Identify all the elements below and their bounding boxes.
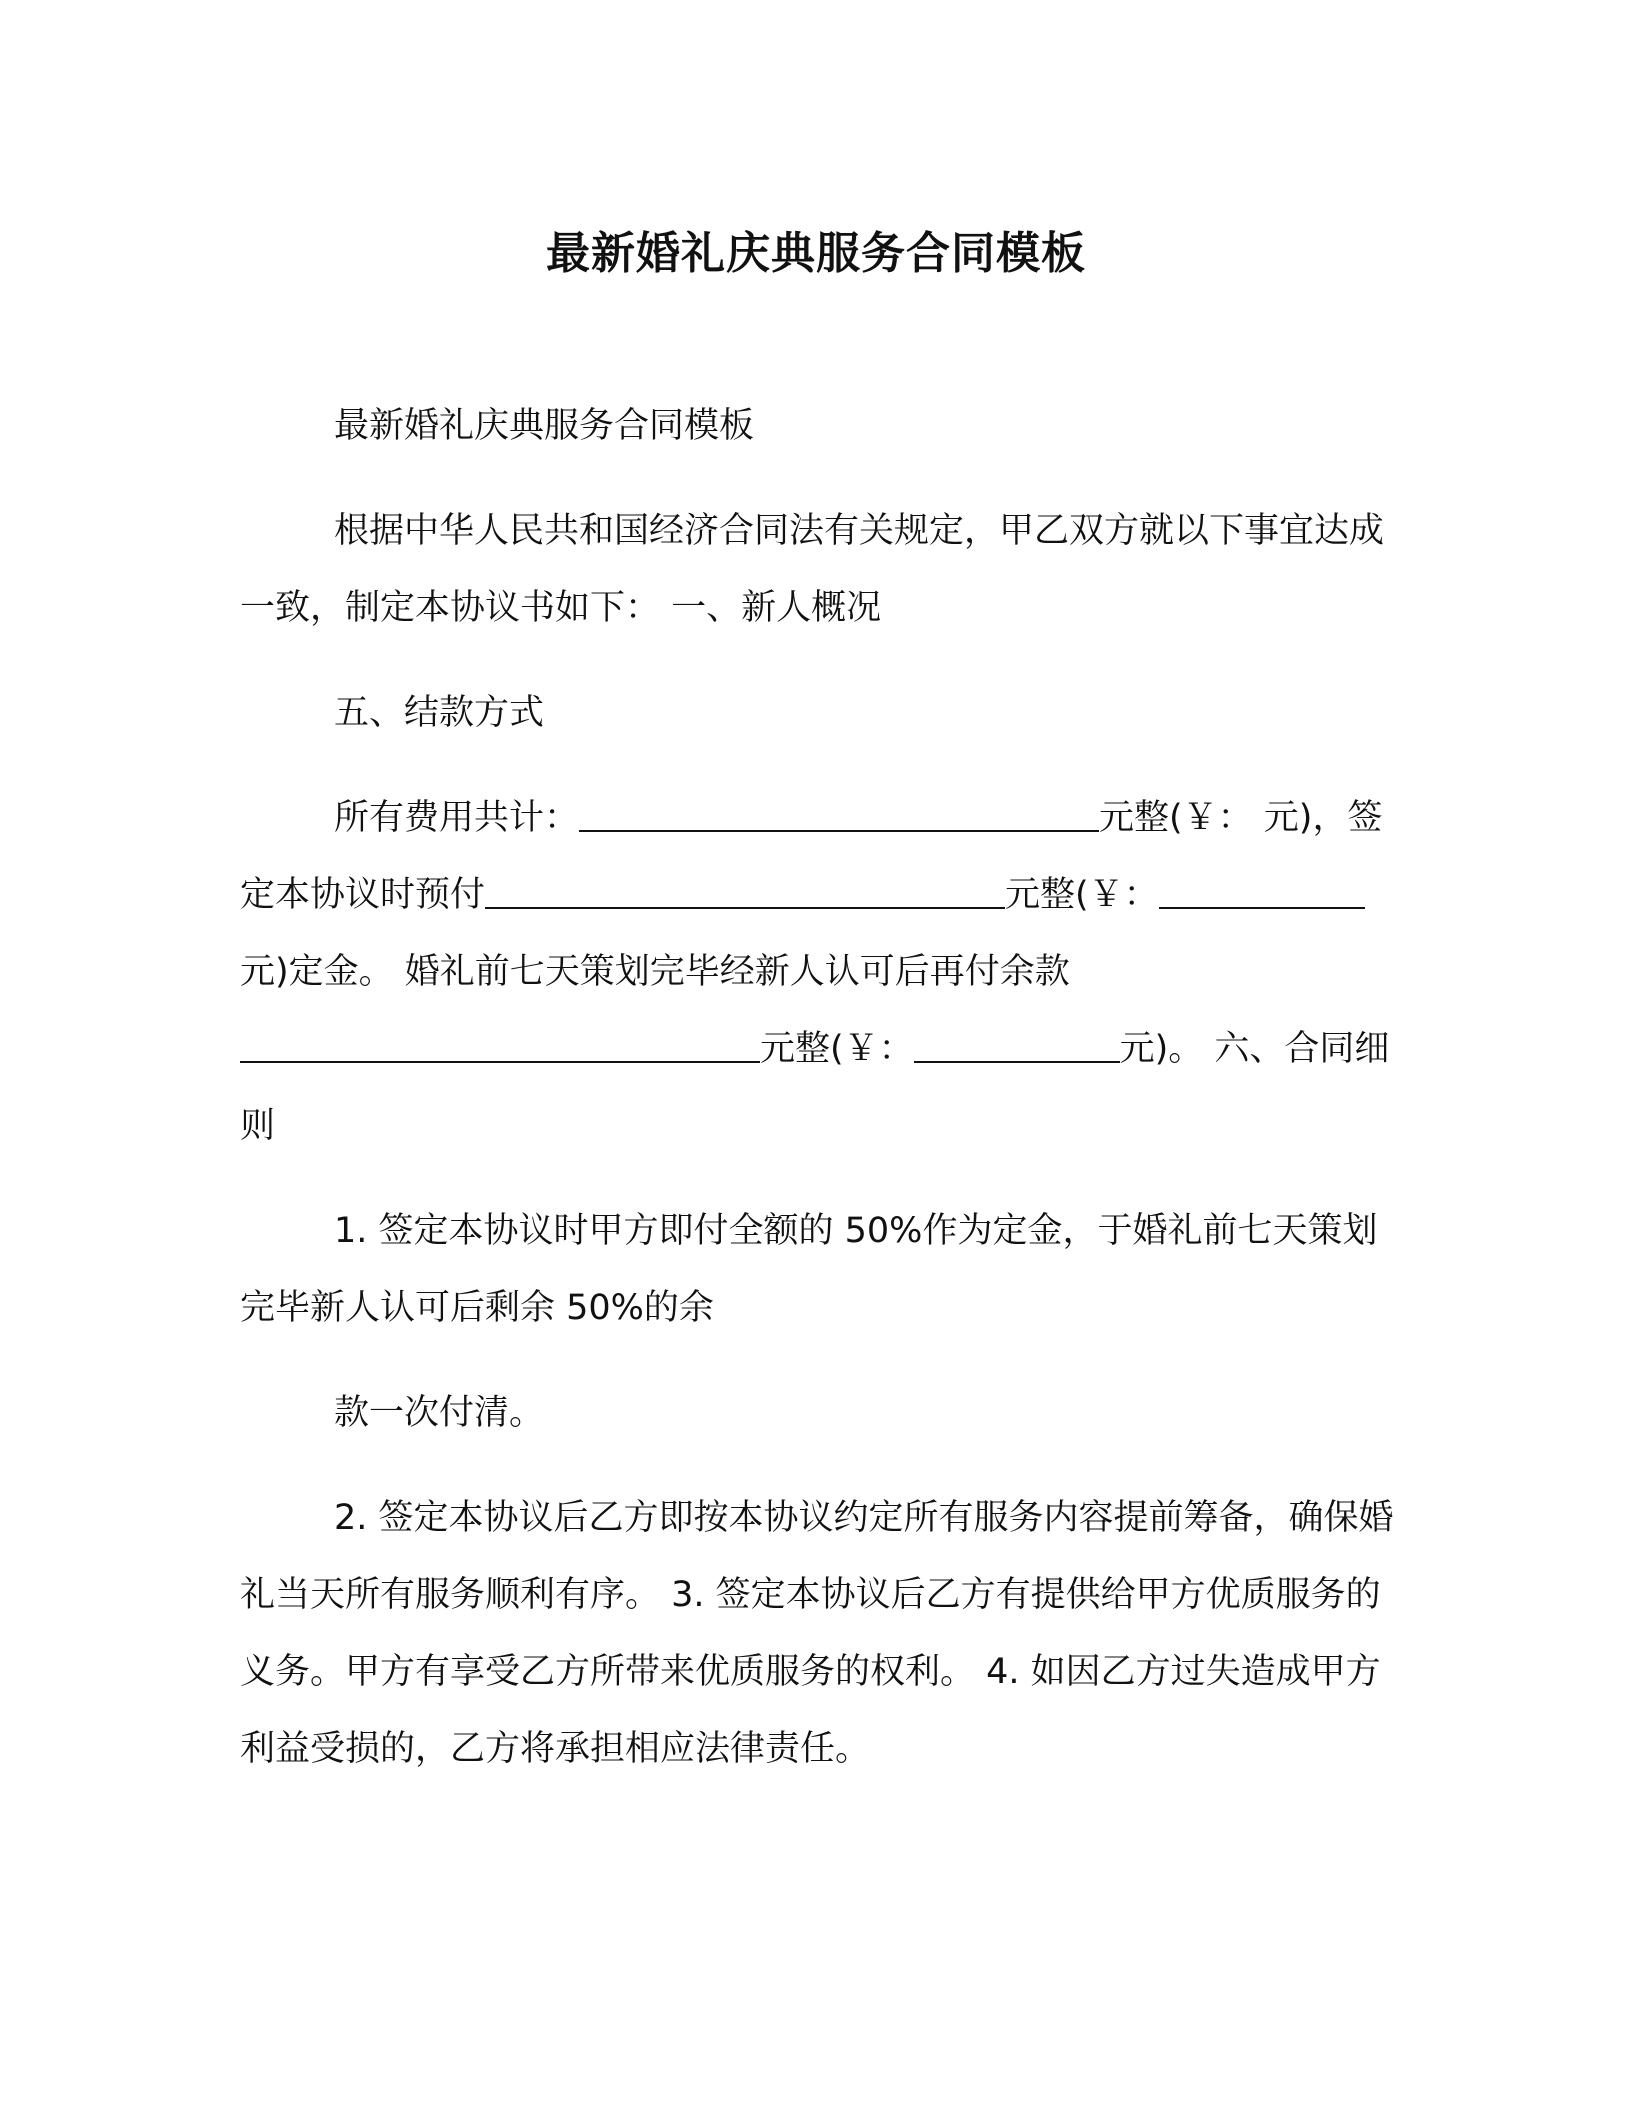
clause-1-paragraph: 1. 签定本协议时甲方即付全额的 50%作为定金，于婚礼前七天策划完毕新人认可后剩余 50%的余 [240,1211,1378,1328]
document-title: 最新婚礼庆典服务合同模板 [546,228,1086,279]
section-5-heading: 五、结款方式 [334,693,545,733]
payment-text-prepay-yuan: 元整(￥： [1005,875,1159,915]
intro-paragraph: 根据中华人民共和国经济合同法有关规定，甲乙双方就以下事宜达成一致，制定本协议书如下： 一、新人概况 [240,511,1385,628]
subtitle-paragraph: 最新婚礼庆典服务合同模板 [334,406,755,446]
total-amount-blank [579,795,1099,832]
prepay-amount-blank [485,872,1005,909]
clauses-2-4-paragraph: 2. 签定本协议后乙方即按本协议约定所有服务内容提前筹备，确保婚礼当天所有服务顺利有序。 3. 签定本协议后乙方有提供给甲方优质服务的义务。甲方有享受乙方所带来优质服务的权利。 4. 如因乙方过失造成甲方利益受损的，乙方将承担相应法律责任。 [240,1498,1394,1769]
payment-text-section-6: 元)。 六、合同细则 [240,1029,1390,1146]
payment-text-prepay: 元整(￥： 元)，签定本协议时预付 [240,798,1383,915]
payment-text-balance-yuan: 元整(￥： [760,1029,914,1069]
balance-number-blank [914,1026,1120,1063]
document-body [240,388,1395,1816]
balance-amount-blank [240,1026,760,1063]
payment-paragraph [240,780,1395,1165]
payment-text-total: 所有费用共计： [334,798,580,838]
clause-1-continuation: 款一次付清。 [334,1393,545,1433]
payment-text-balance: 元)定金。 婚礼前七天策划完毕经新人认可后再付余款 [240,952,1070,992]
prepay-number-blank [1159,872,1365,909]
